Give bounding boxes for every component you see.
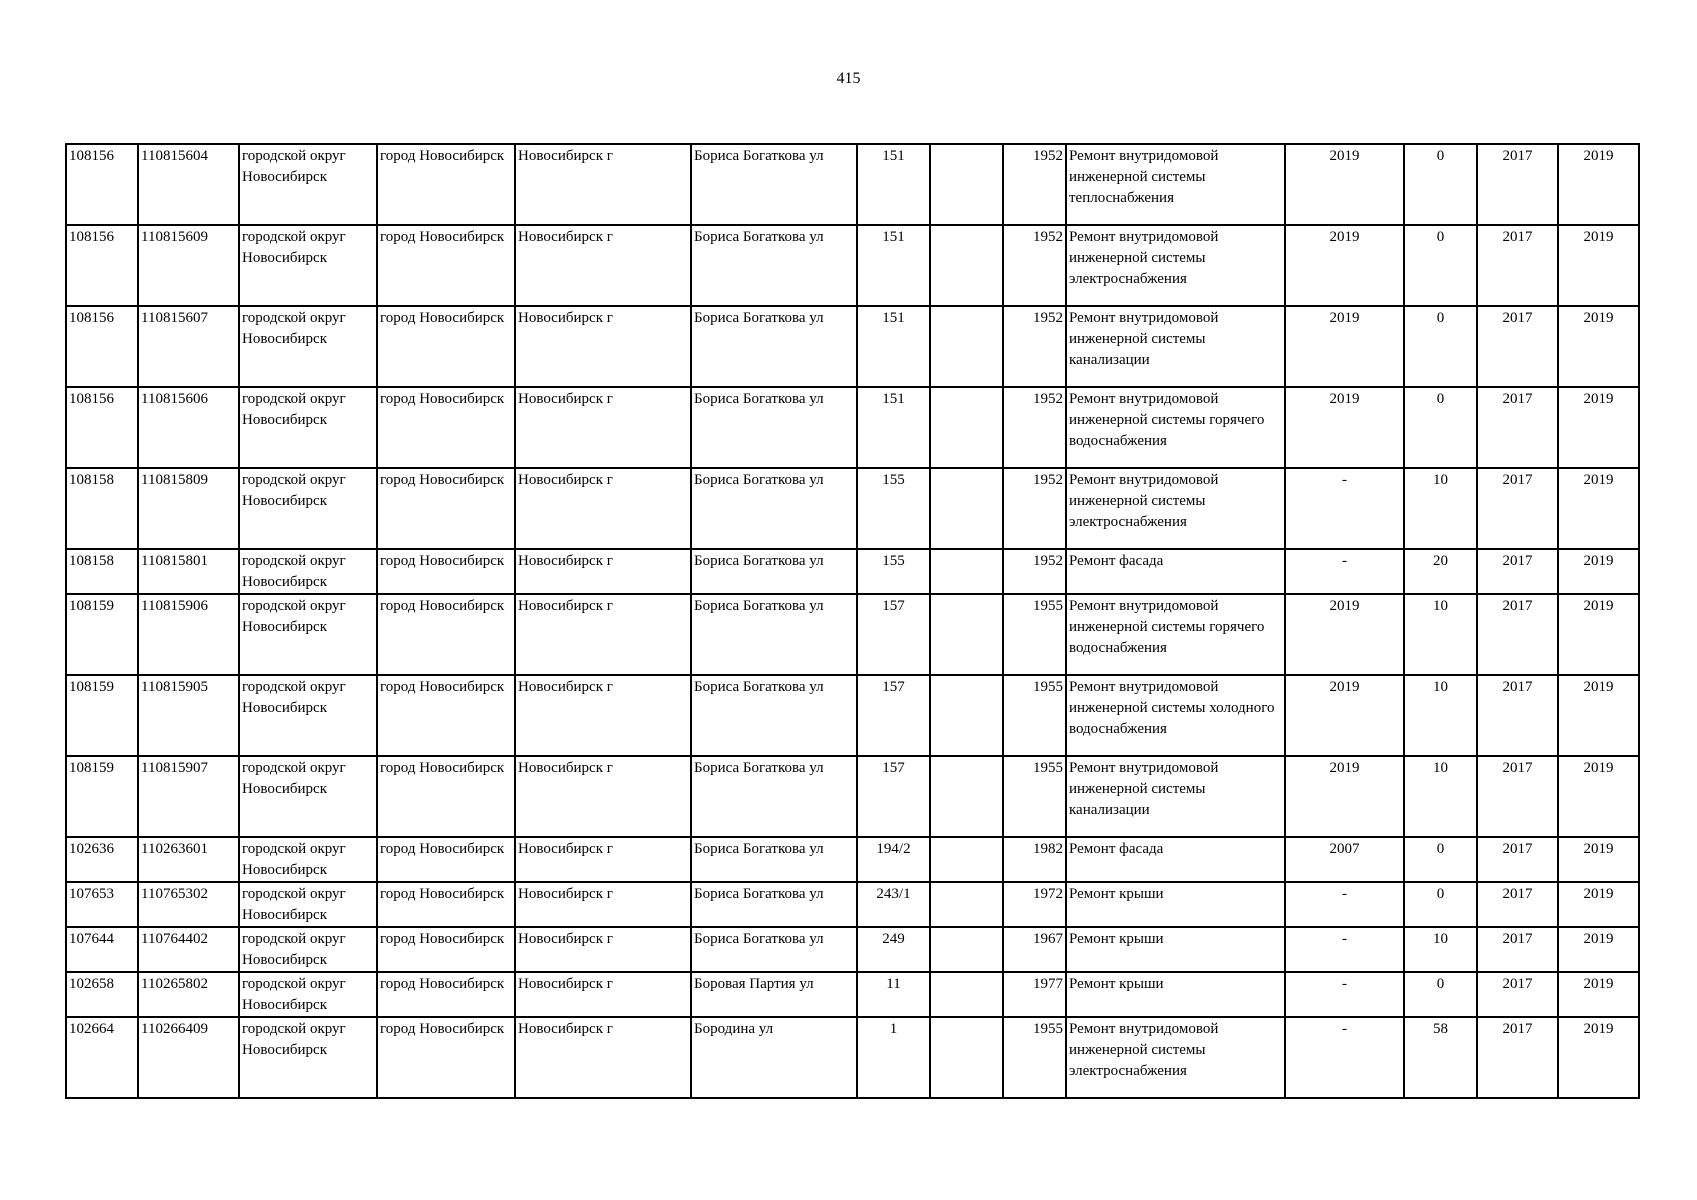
period-end-cell: 2019 (1558, 882, 1639, 927)
work-type-cell: Ремонт фасада (1066, 837, 1285, 882)
year-built-cell: 1952 (1003, 306, 1066, 387)
wear-percent-cell: 0 (1404, 306, 1477, 387)
last-repair-year-cell: 2019 (1285, 225, 1404, 306)
work-id-cell: 110815809 (138, 468, 239, 549)
table-row (66, 882, 1639, 927)
street-cell: Бориса Богаткова ул (691, 306, 857, 387)
street-cell: Бориса Богаткова ул (691, 144, 857, 225)
street-cell: Бориса Богаткова ул (691, 756, 857, 837)
house-number-cell: 151 (857, 306, 930, 387)
period-end-cell: 2019 (1558, 594, 1639, 675)
period-end-cell: 2019 (1558, 144, 1639, 225)
wear-percent-cell: 0 (1404, 972, 1477, 1017)
house-id-cell: 102658 (66, 972, 138, 1017)
table-row (66, 387, 1639, 468)
settlement-cell: город Новосибирск (377, 675, 515, 756)
house-number-cell: 151 (857, 225, 930, 306)
house-number-cell: 155 (857, 468, 930, 549)
work-type-cell: Ремонт крыши (1066, 927, 1285, 972)
work-id-cell: 110815609 (138, 225, 239, 306)
municipal-district-cell: городской округ Новосибирск (239, 882, 377, 927)
wear-percent-cell: 10 (1404, 468, 1477, 549)
building-cell (930, 468, 1003, 549)
wear-percent-cell: 10 (1404, 756, 1477, 837)
period-start-cell: 2017 (1477, 144, 1558, 225)
locality-cell: Новосибирск г (515, 675, 691, 756)
table-row (66, 144, 1639, 225)
period-end-cell: 2019 (1558, 1017, 1639, 1098)
house-number-cell: 11 (857, 972, 930, 1017)
municipal-district-cell: городской округ Новосибирск (239, 927, 377, 972)
table-row (66, 306, 1639, 387)
year-built-cell: 1952 (1003, 387, 1066, 468)
settlement-cell: город Новосибирск (377, 387, 515, 468)
work-id-cell: 110815905 (138, 675, 239, 756)
work-type-cell: Ремонт внутридомовой инженерной системы электроснабжения (1066, 468, 1285, 549)
street-cell: Бориса Богаткова ул (691, 225, 857, 306)
year-built-cell: 1955 (1003, 675, 1066, 756)
table-row (66, 594, 1639, 675)
locality-cell: Новосибирск г (515, 1017, 691, 1098)
house-id-cell: 108156 (66, 306, 138, 387)
municipal-district-cell: городской округ Новосибирск (239, 675, 377, 756)
municipal-district-cell: городской округ Новосибирск (239, 306, 377, 387)
period-start-cell: 2017 (1477, 972, 1558, 1017)
house-number-cell: 155 (857, 549, 930, 594)
house-id-cell: 107653 (66, 882, 138, 927)
last-repair-year-cell: 2019 (1285, 144, 1404, 225)
locality-cell: Новосибирск г (515, 756, 691, 837)
building-cell (930, 1017, 1003, 1098)
last-repair-year-cell: - (1285, 549, 1404, 594)
building-cell (930, 756, 1003, 837)
house-id-cell: 107644 (66, 927, 138, 972)
work-id-cell: 110815907 (138, 756, 239, 837)
locality-cell: Новосибирск г (515, 144, 691, 225)
settlement-cell: город Новосибирск (377, 837, 515, 882)
period-end-cell: 2019 (1558, 306, 1639, 387)
house-number-cell: 249 (857, 927, 930, 972)
municipal-district-cell: городской округ Новосибирск (239, 225, 377, 306)
building-cell (930, 972, 1003, 1017)
work-type-cell: Ремонт внутридомовой инженерной системы канализации (1066, 756, 1285, 837)
last-repair-year-cell: 2019 (1285, 675, 1404, 756)
wear-percent-cell: 10 (1404, 927, 1477, 972)
period-start-cell: 2017 (1477, 756, 1558, 837)
last-repair-year-cell: 2007 (1285, 837, 1404, 882)
street-cell: Бориса Богаткова ул (691, 549, 857, 594)
last-repair-year-cell: - (1285, 1017, 1404, 1098)
work-id-cell: 110815607 (138, 306, 239, 387)
table-row (66, 468, 1639, 549)
table-row (66, 972, 1639, 1017)
period-end-cell: 2019 (1558, 675, 1639, 756)
street-cell: Бориса Богаткова ул (691, 927, 857, 972)
locality-cell: Новосибирск г (515, 972, 691, 1017)
house-id-cell: 108158 (66, 549, 138, 594)
municipal-district-cell: городской округ Новосибирск (239, 1017, 377, 1098)
house-id-cell: 108159 (66, 675, 138, 756)
period-end-cell: 2019 (1558, 468, 1639, 549)
house-id-cell: 108158 (66, 468, 138, 549)
locality-cell: Новосибирск г (515, 549, 691, 594)
building-cell (930, 144, 1003, 225)
settlement-cell: город Новосибирск (377, 549, 515, 594)
settlement-cell: город Новосибирск (377, 882, 515, 927)
year-built-cell: 1982 (1003, 837, 1066, 882)
building-cell (930, 306, 1003, 387)
last-repair-year-cell: - (1285, 882, 1404, 927)
period-start-cell: 2017 (1477, 549, 1558, 594)
last-repair-year-cell: 2019 (1285, 594, 1404, 675)
period-start-cell: 2017 (1477, 927, 1558, 972)
locality-cell: Новосибирск г (515, 387, 691, 468)
locality-cell: Новосибирск г (515, 594, 691, 675)
table-row (66, 1017, 1639, 1098)
house-number-cell: 157 (857, 594, 930, 675)
work-type-cell: Ремонт внутридомовой инженерной системы горячего водоснабжения (1066, 387, 1285, 468)
building-cell (930, 594, 1003, 675)
street-cell: Бориса Богаткова ул (691, 675, 857, 756)
period-start-cell: 2017 (1477, 387, 1558, 468)
year-built-cell: 1967 (1003, 927, 1066, 972)
house-number-cell: 243/1 (857, 882, 930, 927)
page-number: 415 (836, 70, 861, 87)
wear-percent-cell: 10 (1404, 675, 1477, 756)
wear-percent-cell: 0 (1404, 387, 1477, 468)
work-type-cell: Ремонт крыши (1066, 882, 1285, 927)
period-end-cell: 2019 (1558, 972, 1639, 1017)
building-cell (930, 387, 1003, 468)
work-type-cell: Ремонт внутридомовой инженерной системы канализации (1066, 306, 1285, 387)
municipal-district-cell: городской округ Новосибирск (239, 837, 377, 882)
last-repair-year-cell: 2019 (1285, 756, 1404, 837)
settlement-cell: город Новосибирск (377, 306, 515, 387)
work-id-cell: 110815801 (138, 549, 239, 594)
registry-table (65, 143, 1640, 1099)
settlement-cell: город Новосибирск (377, 972, 515, 1017)
year-built-cell: 1952 (1003, 468, 1066, 549)
wear-percent-cell: 0 (1404, 225, 1477, 306)
period-end-cell: 2019 (1558, 549, 1639, 594)
period-start-cell: 2017 (1477, 675, 1558, 756)
year-built-cell: 1955 (1003, 594, 1066, 675)
municipal-district-cell: городской округ Новосибирск (239, 756, 377, 837)
settlement-cell: город Новосибирск (377, 756, 515, 837)
locality-cell: Новосибирск г (515, 225, 691, 306)
settlement-cell: город Новосибирск (377, 225, 515, 306)
locality-cell: Новосибирск г (515, 927, 691, 972)
house-number-cell: 157 (857, 756, 930, 837)
street-cell: Бородина ул (691, 1017, 857, 1098)
settlement-cell: город Новосибирск (377, 468, 515, 549)
house-id-cell: 108156 (66, 225, 138, 306)
house-id-cell: 102636 (66, 837, 138, 882)
street-cell: Бориса Богаткова ул (691, 882, 857, 927)
building-cell (930, 225, 1003, 306)
house-id-cell: 108159 (66, 756, 138, 837)
work-type-cell: Ремонт внутридомовой инженерной системы горячего водоснабжения (1066, 594, 1285, 675)
settlement-cell: город Новосибирск (377, 594, 515, 675)
street-cell: Бориса Богаткова ул (691, 837, 857, 882)
settlement-cell: город Новосибирск (377, 1017, 515, 1098)
building-cell (930, 837, 1003, 882)
table-row (66, 675, 1639, 756)
period-start-cell: 2017 (1477, 306, 1558, 387)
street-cell: Бориса Богаткова ул (691, 387, 857, 468)
last-repair-year-cell: - (1285, 927, 1404, 972)
year-built-cell: 1955 (1003, 1017, 1066, 1098)
period-start-cell: 2017 (1477, 594, 1558, 675)
work-id-cell: 110266409 (138, 1017, 239, 1098)
wear-percent-cell: 0 (1404, 144, 1477, 225)
period-start-cell: 2017 (1477, 468, 1558, 549)
table-row (66, 756, 1639, 837)
period-end-cell: 2019 (1558, 837, 1639, 882)
year-built-cell: 1952 (1003, 225, 1066, 306)
last-repair-year-cell: - (1285, 468, 1404, 549)
municipal-district-cell: городской округ Новосибирск (239, 972, 377, 1017)
period-end-cell: 2019 (1558, 756, 1639, 837)
work-type-cell: Ремонт внутридомовой инженерной системы электроснабжения (1066, 1017, 1285, 1098)
work-type-cell: Ремонт крыши (1066, 972, 1285, 1017)
building-cell (930, 675, 1003, 756)
wear-percent-cell: 10 (1404, 594, 1477, 675)
street-cell: Бориса Богаткова ул (691, 468, 857, 549)
table-row (66, 927, 1639, 972)
work-id-cell: 110263601 (138, 837, 239, 882)
work-id-cell: 110815604 (138, 144, 239, 225)
building-cell (930, 549, 1003, 594)
settlement-cell: город Новосибирск (377, 144, 515, 225)
table-row (66, 837, 1639, 882)
work-type-cell: Ремонт внутридомовой инженерной системы теплоснабжения (1066, 144, 1285, 225)
table-row (66, 549, 1639, 594)
period-end-cell: 2019 (1558, 225, 1639, 306)
wear-percent-cell: 0 (1404, 837, 1477, 882)
wear-percent-cell: 58 (1404, 1017, 1477, 1098)
year-built-cell: 1952 (1003, 144, 1066, 225)
table-row (66, 225, 1639, 306)
period-start-cell: 2017 (1477, 1017, 1558, 1098)
municipal-district-cell: городской округ Новосибирск (239, 387, 377, 468)
wear-percent-cell: 0 (1404, 882, 1477, 927)
work-type-cell: Ремонт внутридомовой инженерной системы электроснабжения (1066, 225, 1285, 306)
work-type-cell: Ремонт внутридомовой инженерной системы холодного водоснабжения (1066, 675, 1285, 756)
municipal-district-cell: городской округ Новосибирск (239, 549, 377, 594)
period-end-cell: 2019 (1558, 927, 1639, 972)
work-id-cell: 110265802 (138, 972, 239, 1017)
work-id-cell: 110815906 (138, 594, 239, 675)
house-id-cell: 108159 (66, 594, 138, 675)
last-repair-year-cell: 2019 (1285, 387, 1404, 468)
work-id-cell: 110815606 (138, 387, 239, 468)
building-cell (930, 882, 1003, 927)
building-cell (930, 927, 1003, 972)
last-repair-year-cell: - (1285, 972, 1404, 1017)
house-id-cell: 108156 (66, 144, 138, 225)
year-built-cell: 1977 (1003, 972, 1066, 1017)
street-cell: Бориса Богаткова ул (691, 594, 857, 675)
house-number-cell: 151 (857, 387, 930, 468)
settlement-cell: город Новосибирск (377, 927, 515, 972)
locality-cell: Новосибирск г (515, 837, 691, 882)
period-start-cell: 2017 (1477, 225, 1558, 306)
period-start-cell: 2017 (1477, 837, 1558, 882)
locality-cell: Новосибирск г (515, 306, 691, 387)
period-start-cell: 2017 (1477, 882, 1558, 927)
work-id-cell: 110765302 (138, 882, 239, 927)
house-number-cell: 157 (857, 675, 930, 756)
municipal-district-cell: городской округ Новосибирск (239, 594, 377, 675)
period-end-cell: 2019 (1558, 387, 1639, 468)
year-built-cell: 1955 (1003, 756, 1066, 837)
locality-cell: Новосибирск г (515, 468, 691, 549)
year-built-cell: 1972 (1003, 882, 1066, 927)
wear-percent-cell: 20 (1404, 549, 1477, 594)
work-id-cell: 110764402 (138, 927, 239, 972)
year-built-cell: 1952 (1003, 549, 1066, 594)
street-cell: Боровая Партия ул (691, 972, 857, 1017)
house-number-cell: 1 (857, 1017, 930, 1098)
last-repair-year-cell: 2019 (1285, 306, 1404, 387)
locality-cell: Новосибирск г (515, 882, 691, 927)
municipal-district-cell: городской округ Новосибирск (239, 144, 377, 225)
house-number-cell: 151 (857, 144, 930, 225)
municipal-district-cell: городской округ Новосибирск (239, 468, 377, 549)
house-id-cell: 108156 (66, 387, 138, 468)
house-number-cell: 194/2 (857, 837, 930, 882)
work-type-cell: Ремонт фасада (1066, 549, 1285, 594)
house-id-cell: 102664 (66, 1017, 138, 1098)
